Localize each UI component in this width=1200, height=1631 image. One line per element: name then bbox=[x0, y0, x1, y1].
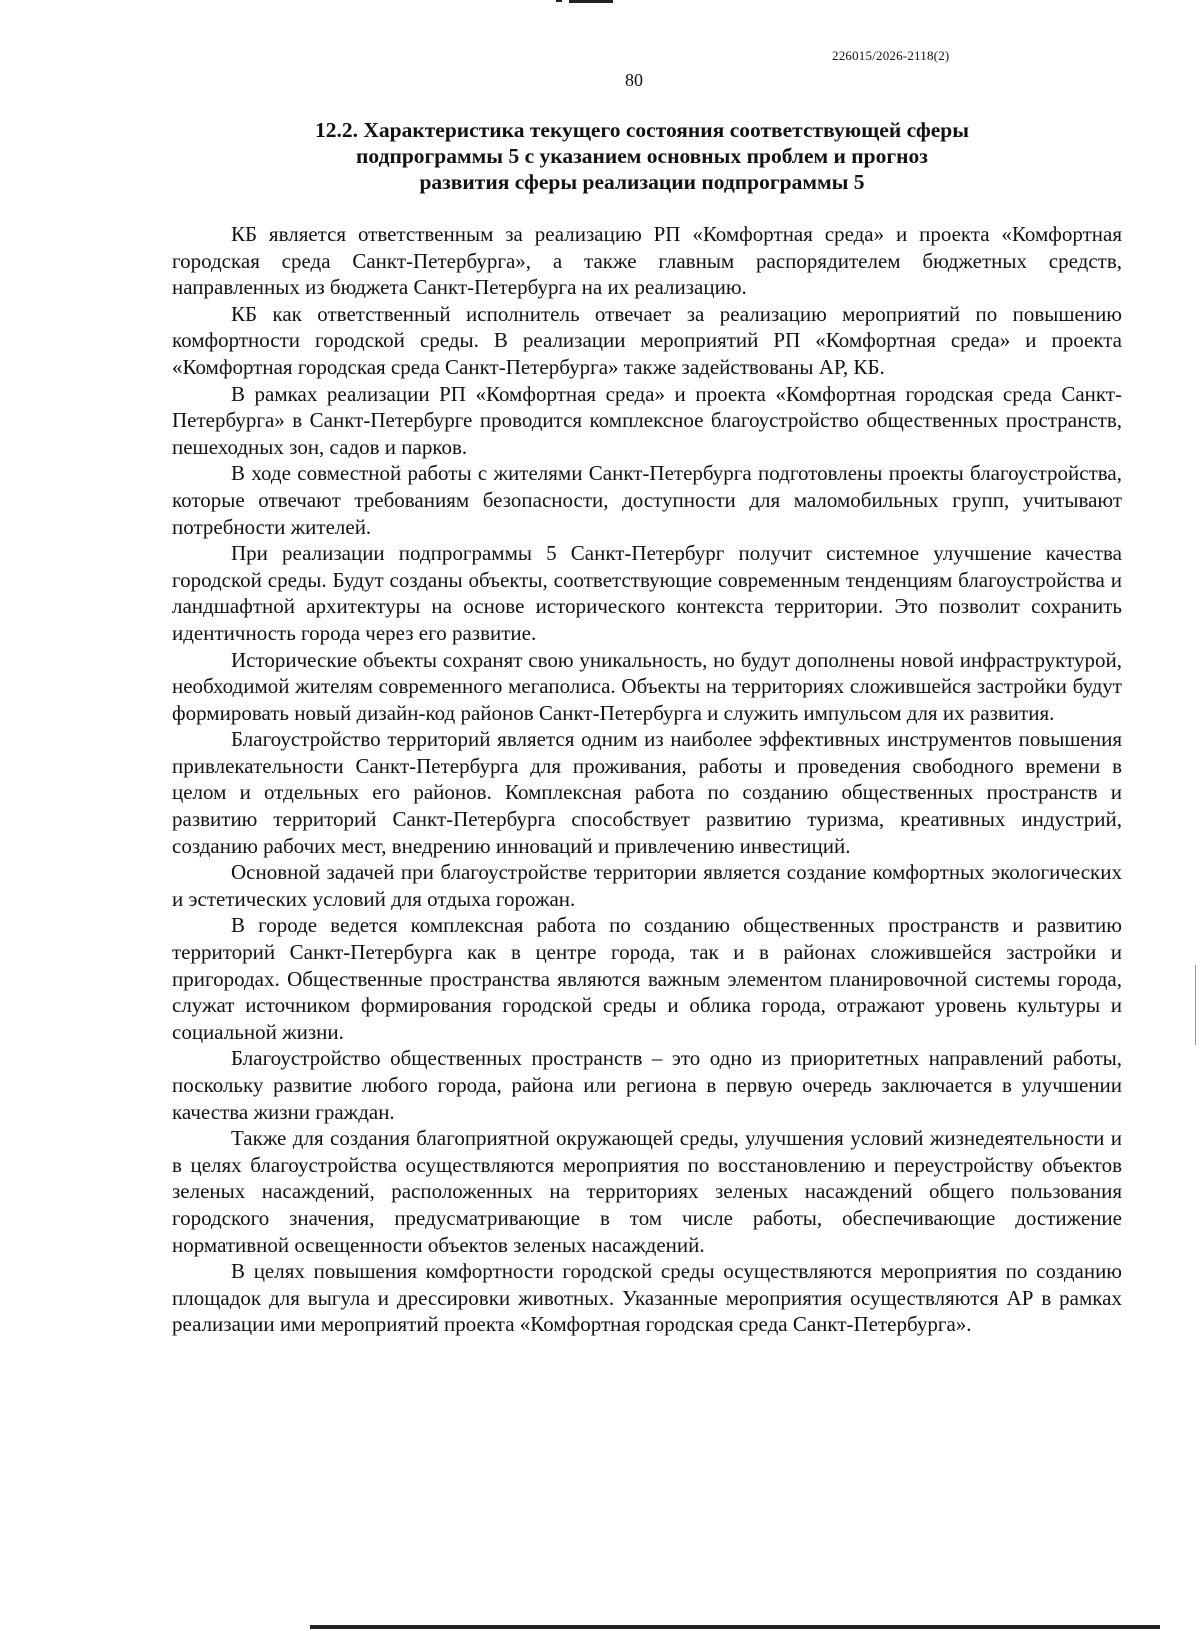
paragraph: В рамках реализации РП «Комфортная среда» и проекта «Комфортная городская среда Санкт-Петербурга» в Санкт-Петербурге проводится комплексное благоустройство общественных пространств, пешеходных зон, садов и парков. bbox=[172, 381, 1122, 459]
body-text bbox=[172, 221, 1122, 1338]
paragraph: Благоустройство общественных пространств – это одно из приоритетных направлений работы, поскольку развитие любого города, района или региона в первую очередь заключается в улучшении качества жизни граждан. bbox=[172, 1046, 1122, 1124]
paragraph: Также для создания благоприятной окружающей среды, улучшения условий жизнедеятельности и в целях благоустройства осуществляются мероприятия по восстановлению и переустройству объектов зеленых насаждений, расположенных на территориях зеленых насаждений общего пользования городского значения, предусматривающие в том числе работы, обеспечивающие достижение нормативной освещенности объектов зеленых насаждений. bbox=[172, 1126, 1122, 1257]
paragraph: В городе ведется комплексная работа по созданию общественных пространств и развитию территорий Санкт-Петербурга как в центре города, так и в районах сложившейся застройки и пригородах. Общественные пространства являются важным элементом планировочной системы города, служат источником формирования городской среды и облика города, отражают уровень культуры и социальной жизни. bbox=[172, 913, 1122, 1044]
section-heading-line: развития сферы реализации подпрограммы 5 bbox=[419, 170, 865, 194]
paragraph: В целях повышения комфортности городской среды осуществляются мероприятия по созданию площадок для выгула и дрессировки животных. Указанные мероприятия осуществляются АР в рамках реализации ими мероприятий проекта «Комфортная городская среда Санкт-Петербурга». bbox=[172, 1259, 1122, 1337]
top-rule bbox=[569, 0, 613, 3]
paragraph: КБ как ответственный исполнитель отвечает за реализацию мероприятий по повышению комфортности городской среды. В реализации мероприятий РП «Комфортная среда» и проекта «Комфортная городская среда Санкт-Петербурга» также задействованы АР, КБ. bbox=[172, 301, 1122, 379]
paragraph: КБ является ответственным за реализацию РП «Комфортная среда» и проекта «Комфортная городская среда Санкт-Петербурга», а также главным распорядителем бюджетных средств, направленных из бюджета Санкт-Петербурга на их реализацию. bbox=[172, 222, 1122, 300]
section-heading-line: 12.2. Характеристика текущего состояния соответствующей сферы bbox=[314, 118, 970, 142]
paragraph: Основной задачей при благоустройстве территории является создание комфортных экологических и эстетических условий для отдыха горожан. bbox=[172, 860, 1122, 911]
page-number: 80 bbox=[625, 70, 643, 90]
bottom-rule bbox=[310, 1625, 1160, 1629]
paragraph: Исторические объекты сохранят свою уникальность, но будут дополнены новой инфраструктурой, необходимой жителям современного мегаполиса. Объекты на территориях сложившейся застройки будут формировать новый дизайн-код районов Санкт-Петербурга и служить импульсом для их развития. bbox=[172, 647, 1122, 725]
section-heading-line: подпрограммы 5 с указанием основных проблем и прогноз bbox=[356, 144, 928, 168]
document-number: 226015/2026-2118(2) bbox=[832, 48, 950, 63]
scan-mark bbox=[556, 0, 562, 2]
paragraph: В ходе совместной работы с жителями Санкт-Петербурга подготовлены проекты благоустройства, которые отвечают требованиям безопасности, доступности для маломобильных групп, учитывают потребности жителей. bbox=[172, 461, 1122, 539]
paragraph: Благоустройство территорий является одним из наиболее эффективных инструментов повышения привлекательности Санкт-Петербурга для проживания, работы и проведения свободного времени в целом и отдельных его районов. Комплексная работа по созданию общественных пространств и развитию территорий Санкт-Петербурга способствует развитию туризма, креативных индустрий, созданию рабочих мест, внедрению инноваций и привлечению инвестиций. bbox=[172, 727, 1122, 858]
paragraph: При реализации подпрограммы 5 Санкт-Петербург получит системное улучшение качества городской среды. Будут созданы объекты, соответствующие современным тенденциям благоустройства и ландшафтной архитектуры на основе исторического контекста территории. Это позволит сохранить идентичность города через его развитие. bbox=[172, 541, 1122, 645]
section-heading bbox=[170, 117, 1114, 195]
scan-edge-mark bbox=[1195, 965, 1196, 1045]
